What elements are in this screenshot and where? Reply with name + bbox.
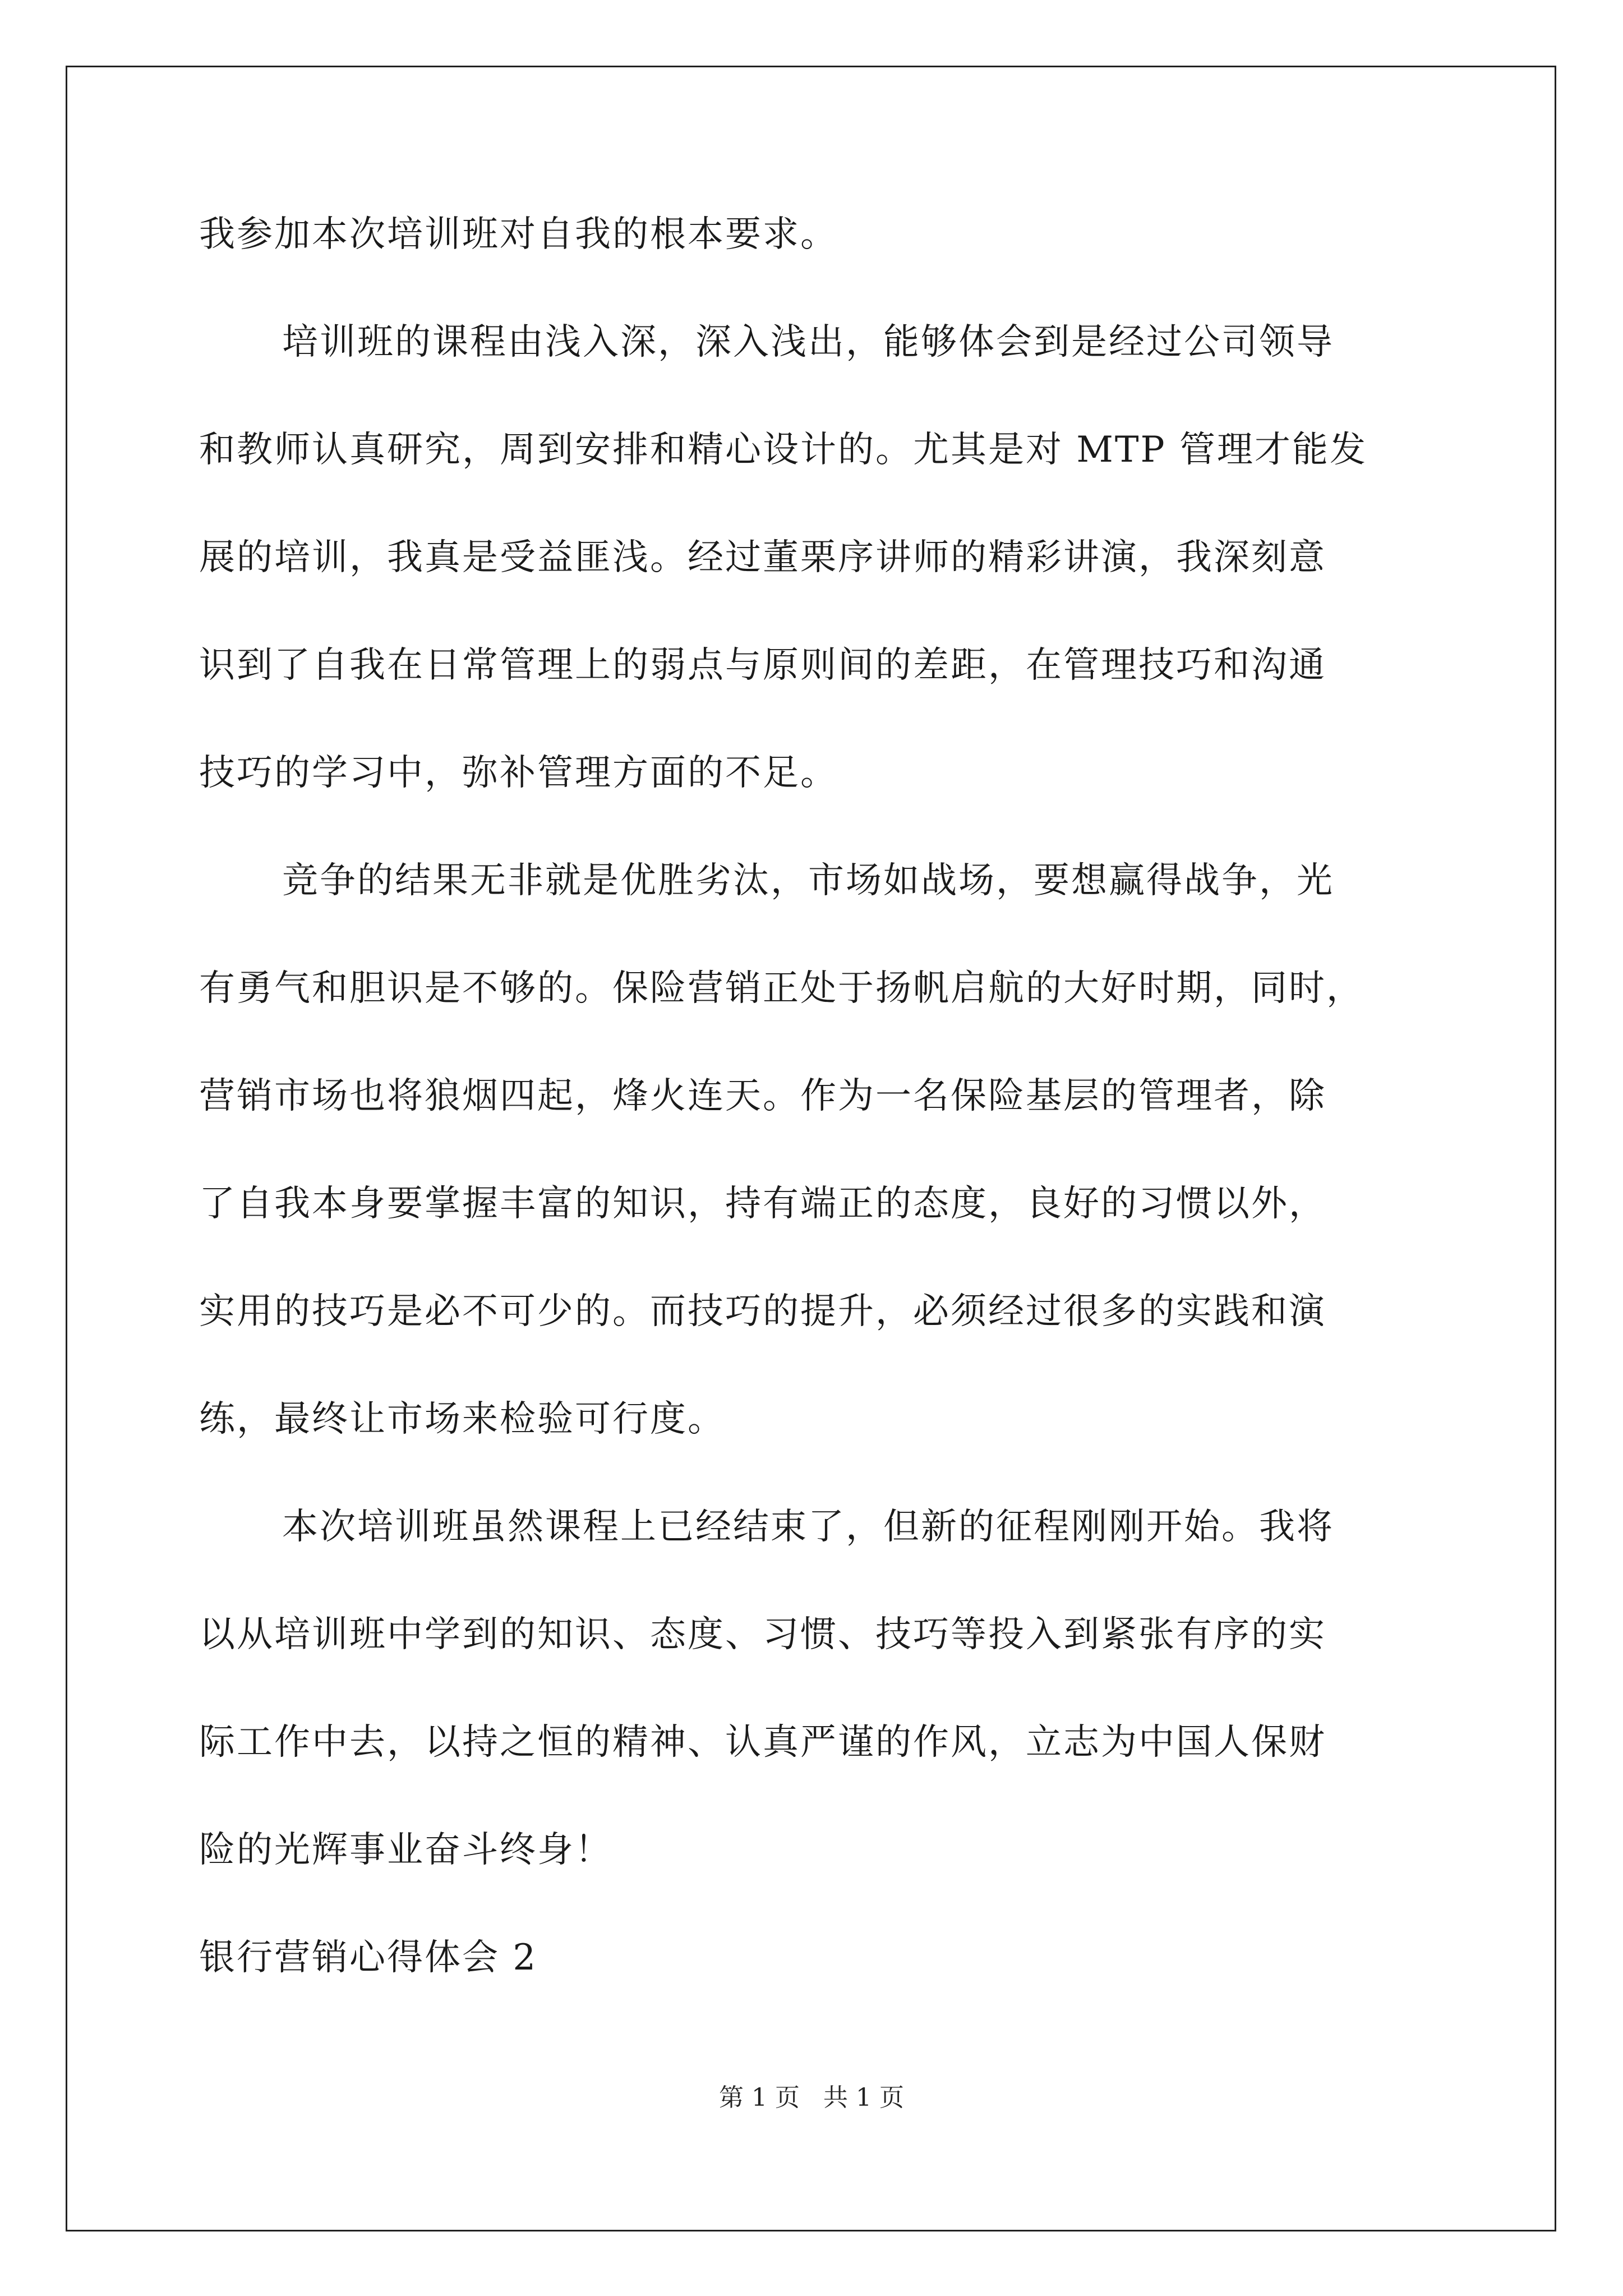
text-line: 有勇气和胆识是不够的。保险营销正处于扬帆启航的大好时期，同时， (199, 968, 1364, 1009)
text-line: 识到了自我在日常管理上的弱点与原则间的差距，在管理技巧和沟通 (199, 645, 1326, 686)
text-line: 营销市场也将狼烟四起，烽火连天。作为一名保险基层的管理者，除 (199, 1075, 1326, 1117)
paragraph-start-line: 本次培训班虽然课程上已经结束了，但新的征程刚刚开始。我将 (282, 1506, 1334, 1548)
text-line: 际工作中去，以持之恒的精神、认真严谨的作风，立志为中国人保财 (199, 1722, 1326, 1763)
paragraph-start-line: 竞争的结果无非就是优胜劣汰，市场如战场，要想赢得战争，光 (282, 860, 1334, 901)
text-line: 和教师认真研究，周到安排和精心设计的。尤其是对 MTP 管理才能发 (199, 429, 1367, 471)
text-line: 险的光辉事业奋斗终身！ (199, 1829, 612, 1871)
text-line: 技巧的学习中，弥补管理方面的不足。 (199, 752, 838, 794)
page-number-footer: 第 1 页 共 1 页 (719, 2083, 904, 2112)
document-body (199, 208, 1433, 2039)
section-heading: 银行营销心得体会 2 (199, 1937, 538, 1978)
text-line: 展的培训，我真是受益匪浅。经过董栗序讲师的精彩讲演，我深刻意 (199, 537, 1326, 578)
paragraph-start-line: 培训班的课程由浅入深，深入浅出，能够体会到是经过公司领导 (282, 321, 1334, 363)
text-line: 练，最终让市场来检验可行度。 (199, 1398, 725, 1440)
text-line: 我参加本次培训班对自我的根本要求。 (199, 214, 838, 255)
text-line: 实用的技巧是必不可少的。而技巧的提升，必须经过很多的实践和演 (199, 1291, 1326, 1332)
text-line: 了自我本身要掌握丰富的知识，持有端正的态度，良好的习惯以外， (199, 1183, 1326, 1225)
text-line: 以从培训班中学到的知识、态度、习惯、技巧等投入到紧张有序的实 (199, 1614, 1326, 1655)
